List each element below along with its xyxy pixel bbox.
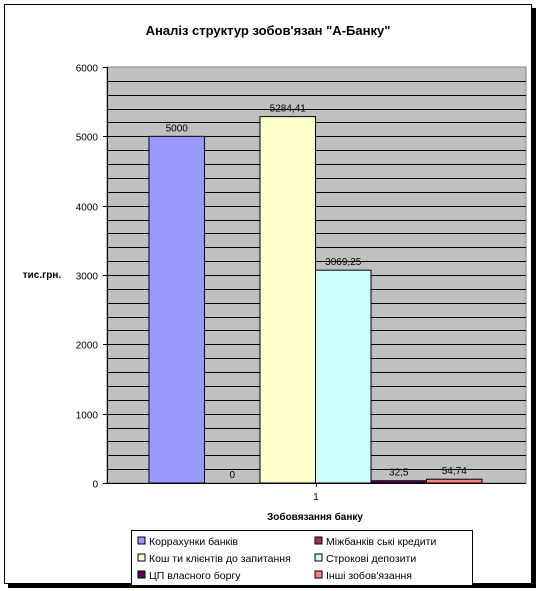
y-axis-label: тис.грн.	[22, 270, 62, 281]
x-tick-label: 1	[313, 492, 319, 503]
y-tick-label: 3000	[75, 271, 98, 283]
data-label: 0	[229, 470, 236, 481]
legend-label: Строкові депозити	[326, 553, 417, 565]
data-label: 5000	[165, 123, 188, 135]
legend-label: Корраxунки банків	[149, 536, 239, 548]
bar	[149, 136, 205, 483]
legend-label: ЦП власного боргу	[149, 570, 241, 582]
bar	[316, 270, 372, 483]
x-axis-label: Зобовязання банку	[267, 512, 363, 523]
y-tick-label: 4000	[75, 202, 98, 214]
y-tick-label: 6000	[75, 63, 98, 75]
plot-area	[76, 64, 526, 504]
legend	[132, 531, 473, 586]
legend-swatch	[138, 537, 145, 544]
legend-swatch	[315, 537, 322, 544]
y-tick-label: 0	[92, 479, 98, 491]
legend-swatch	[138, 554, 145, 561]
y-tick-label: 1000	[75, 410, 98, 422]
bar	[260, 117, 316, 483]
chart-title: Аналіз структур зобов'язан "А-Банку"	[145, 23, 391, 38]
legend-swatch	[315, 571, 322, 578]
legend-label: Міжбанків ські кредити	[326, 536, 437, 548]
legend-swatch	[138, 571, 145, 578]
data-label: 32,5	[389, 467, 409, 479]
legend-label: Кош ти клієнтів до запитання	[149, 553, 291, 565]
bar	[371, 481, 427, 483]
data-label: 54,74	[441, 466, 467, 478]
y-tick-label: 5000	[75, 132, 98, 144]
bar	[427, 479, 483, 483]
legend-label: Інші зобов'язання	[326, 570, 412, 582]
y-tick-label: 2000	[75, 340, 98, 352]
data-label: 3069,25	[325, 257, 362, 269]
legend-swatch	[315, 554, 322, 561]
data-label: 5284,41	[269, 103, 306, 115]
